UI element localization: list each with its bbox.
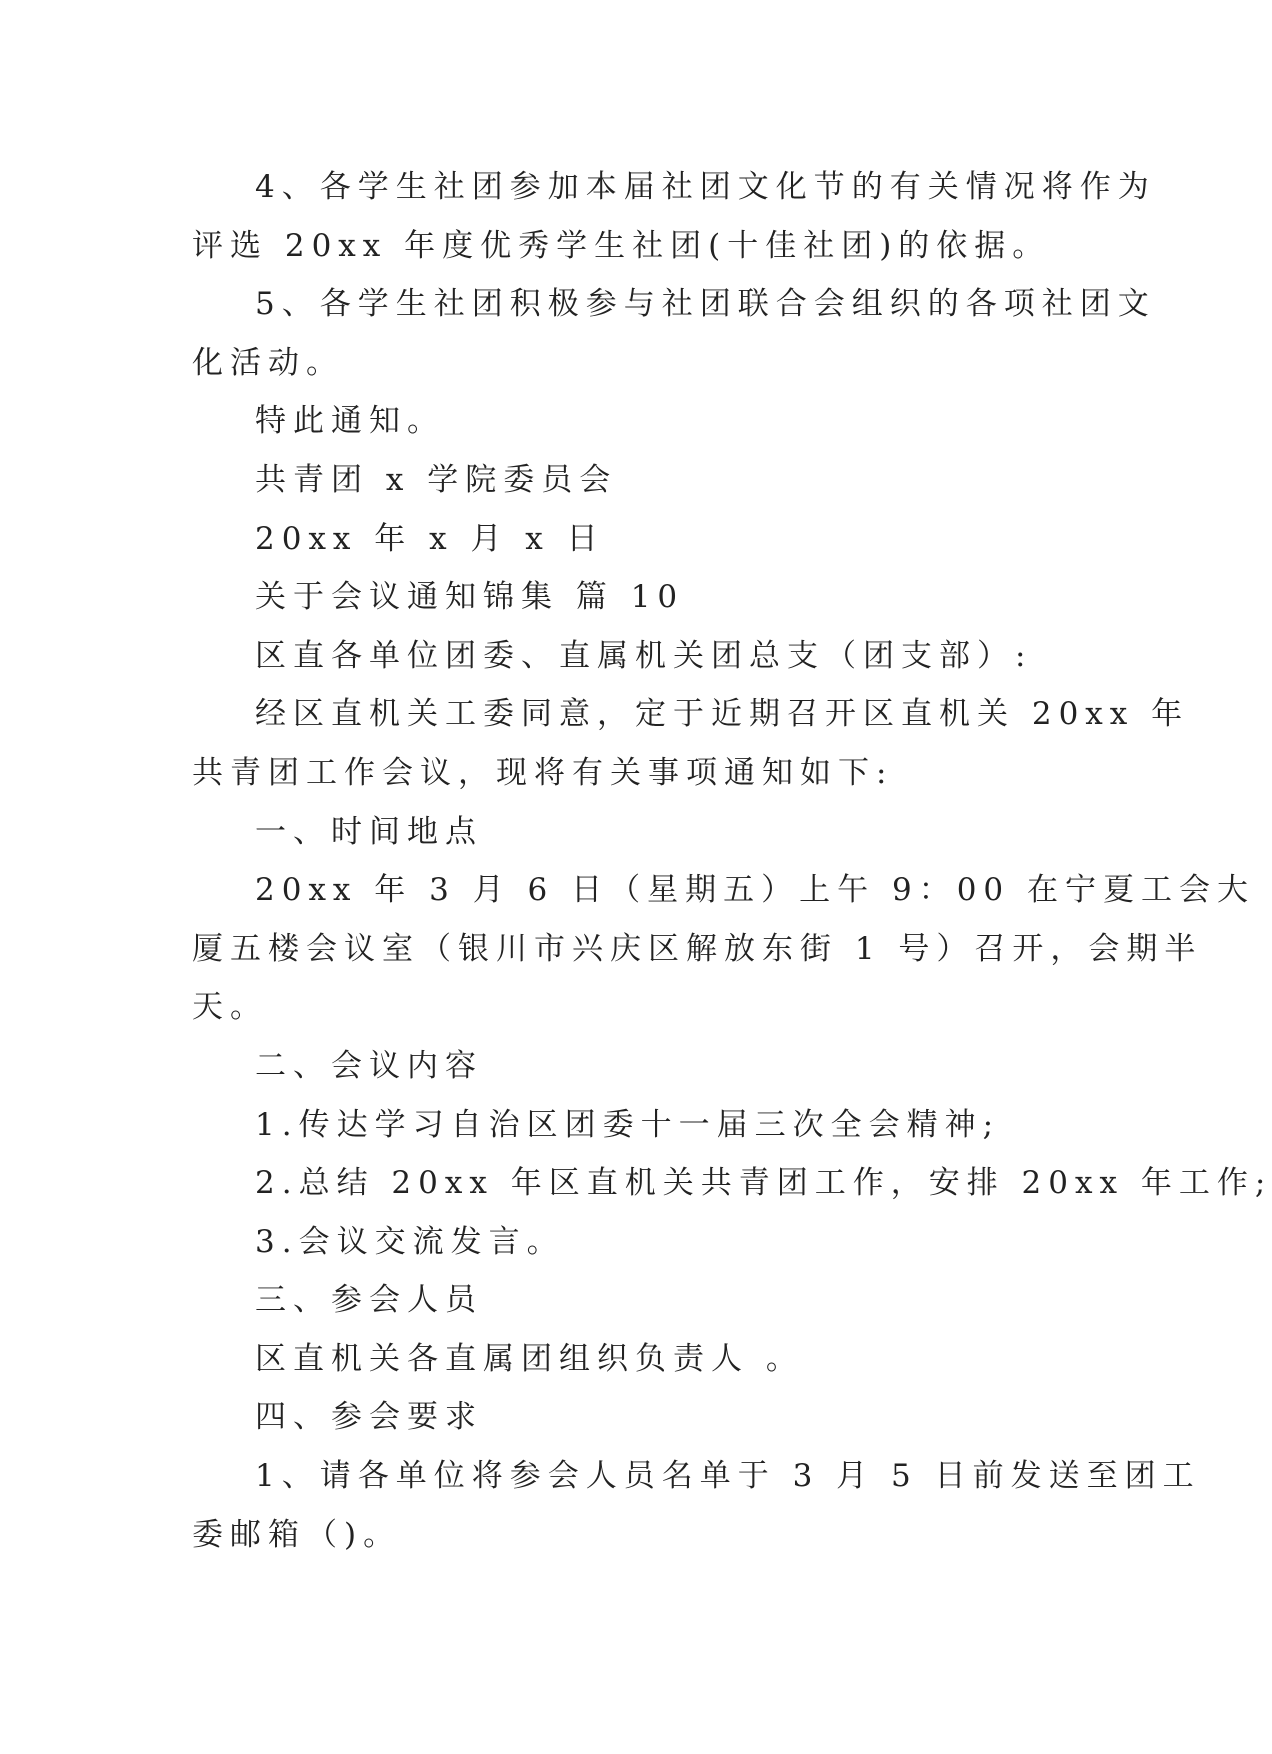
paragraph-line: 委邮箱（)。 (192, 1516, 402, 1553)
paragraph-line: 经区直机关工委同意，定于近期召开区直机关 20xx 年 (255, 696, 1190, 733)
list-item: 1.传达学习自治区团委十一届三次全会精神; (255, 1106, 1001, 1143)
paragraph-line: 4、各学生社团参加本届社团文化节的有关情况将作为 (255, 169, 1156, 205)
section-heading: 三、参会人员 (255, 1282, 483, 1319)
paragraph-line: 特此通知。 (255, 403, 445, 440)
paragraph-line: 区直机关各直属团组织负责人 。 (255, 1340, 804, 1377)
document-body (192, 158, 1272, 1564)
paragraph-line: 评选 20xx 年度优秀学生社团(十佳社团)的依据。 (192, 227, 1051, 264)
section-heading: 一、时间地点 (255, 813, 483, 850)
paragraph-line: 5、各学生社团积极参与社团联合会组织的各项社团文 (255, 286, 1156, 323)
recipient-line: 区直各单位团委、直属机关团总支（团支部）: (255, 637, 1033, 674)
paragraph-line: 共青团工作会议，现将有关事项通知如下: (192, 754, 894, 791)
list-item: 3.会议交流发言。 (255, 1223, 565, 1260)
paragraph-line: 厦五楼会议室（银川市兴庆区解放东街 1 号）召开，会期半 (192, 930, 1203, 967)
paragraph-line: 化活动。 (192, 344, 344, 381)
section-title: 关于会议通知锦集 篇 10 (255, 579, 685, 616)
signature-date: 20xx 年 x 月 x 日 (255, 520, 605, 557)
section-heading: 二、会议内容 (255, 1047, 483, 1084)
list-item: 1、请各单位将参会人员名单于 3 月 5 日前发送至团工 (255, 1458, 1201, 1495)
section-heading: 四、参会要求 (255, 1399, 483, 1436)
paragraph-line: 天。 (192, 989, 268, 1026)
list-item: 2.总结 20xx 年区直机关共青团工作，安排 20xx 年工作; (255, 1165, 1272, 1202)
paragraph-line: 20xx 年 3 月 6 日（星期五）上午 9：00 在宁夏工会大 (255, 872, 1256, 909)
signature-organization: 共青团 x 学院委员会 (255, 461, 618, 498)
